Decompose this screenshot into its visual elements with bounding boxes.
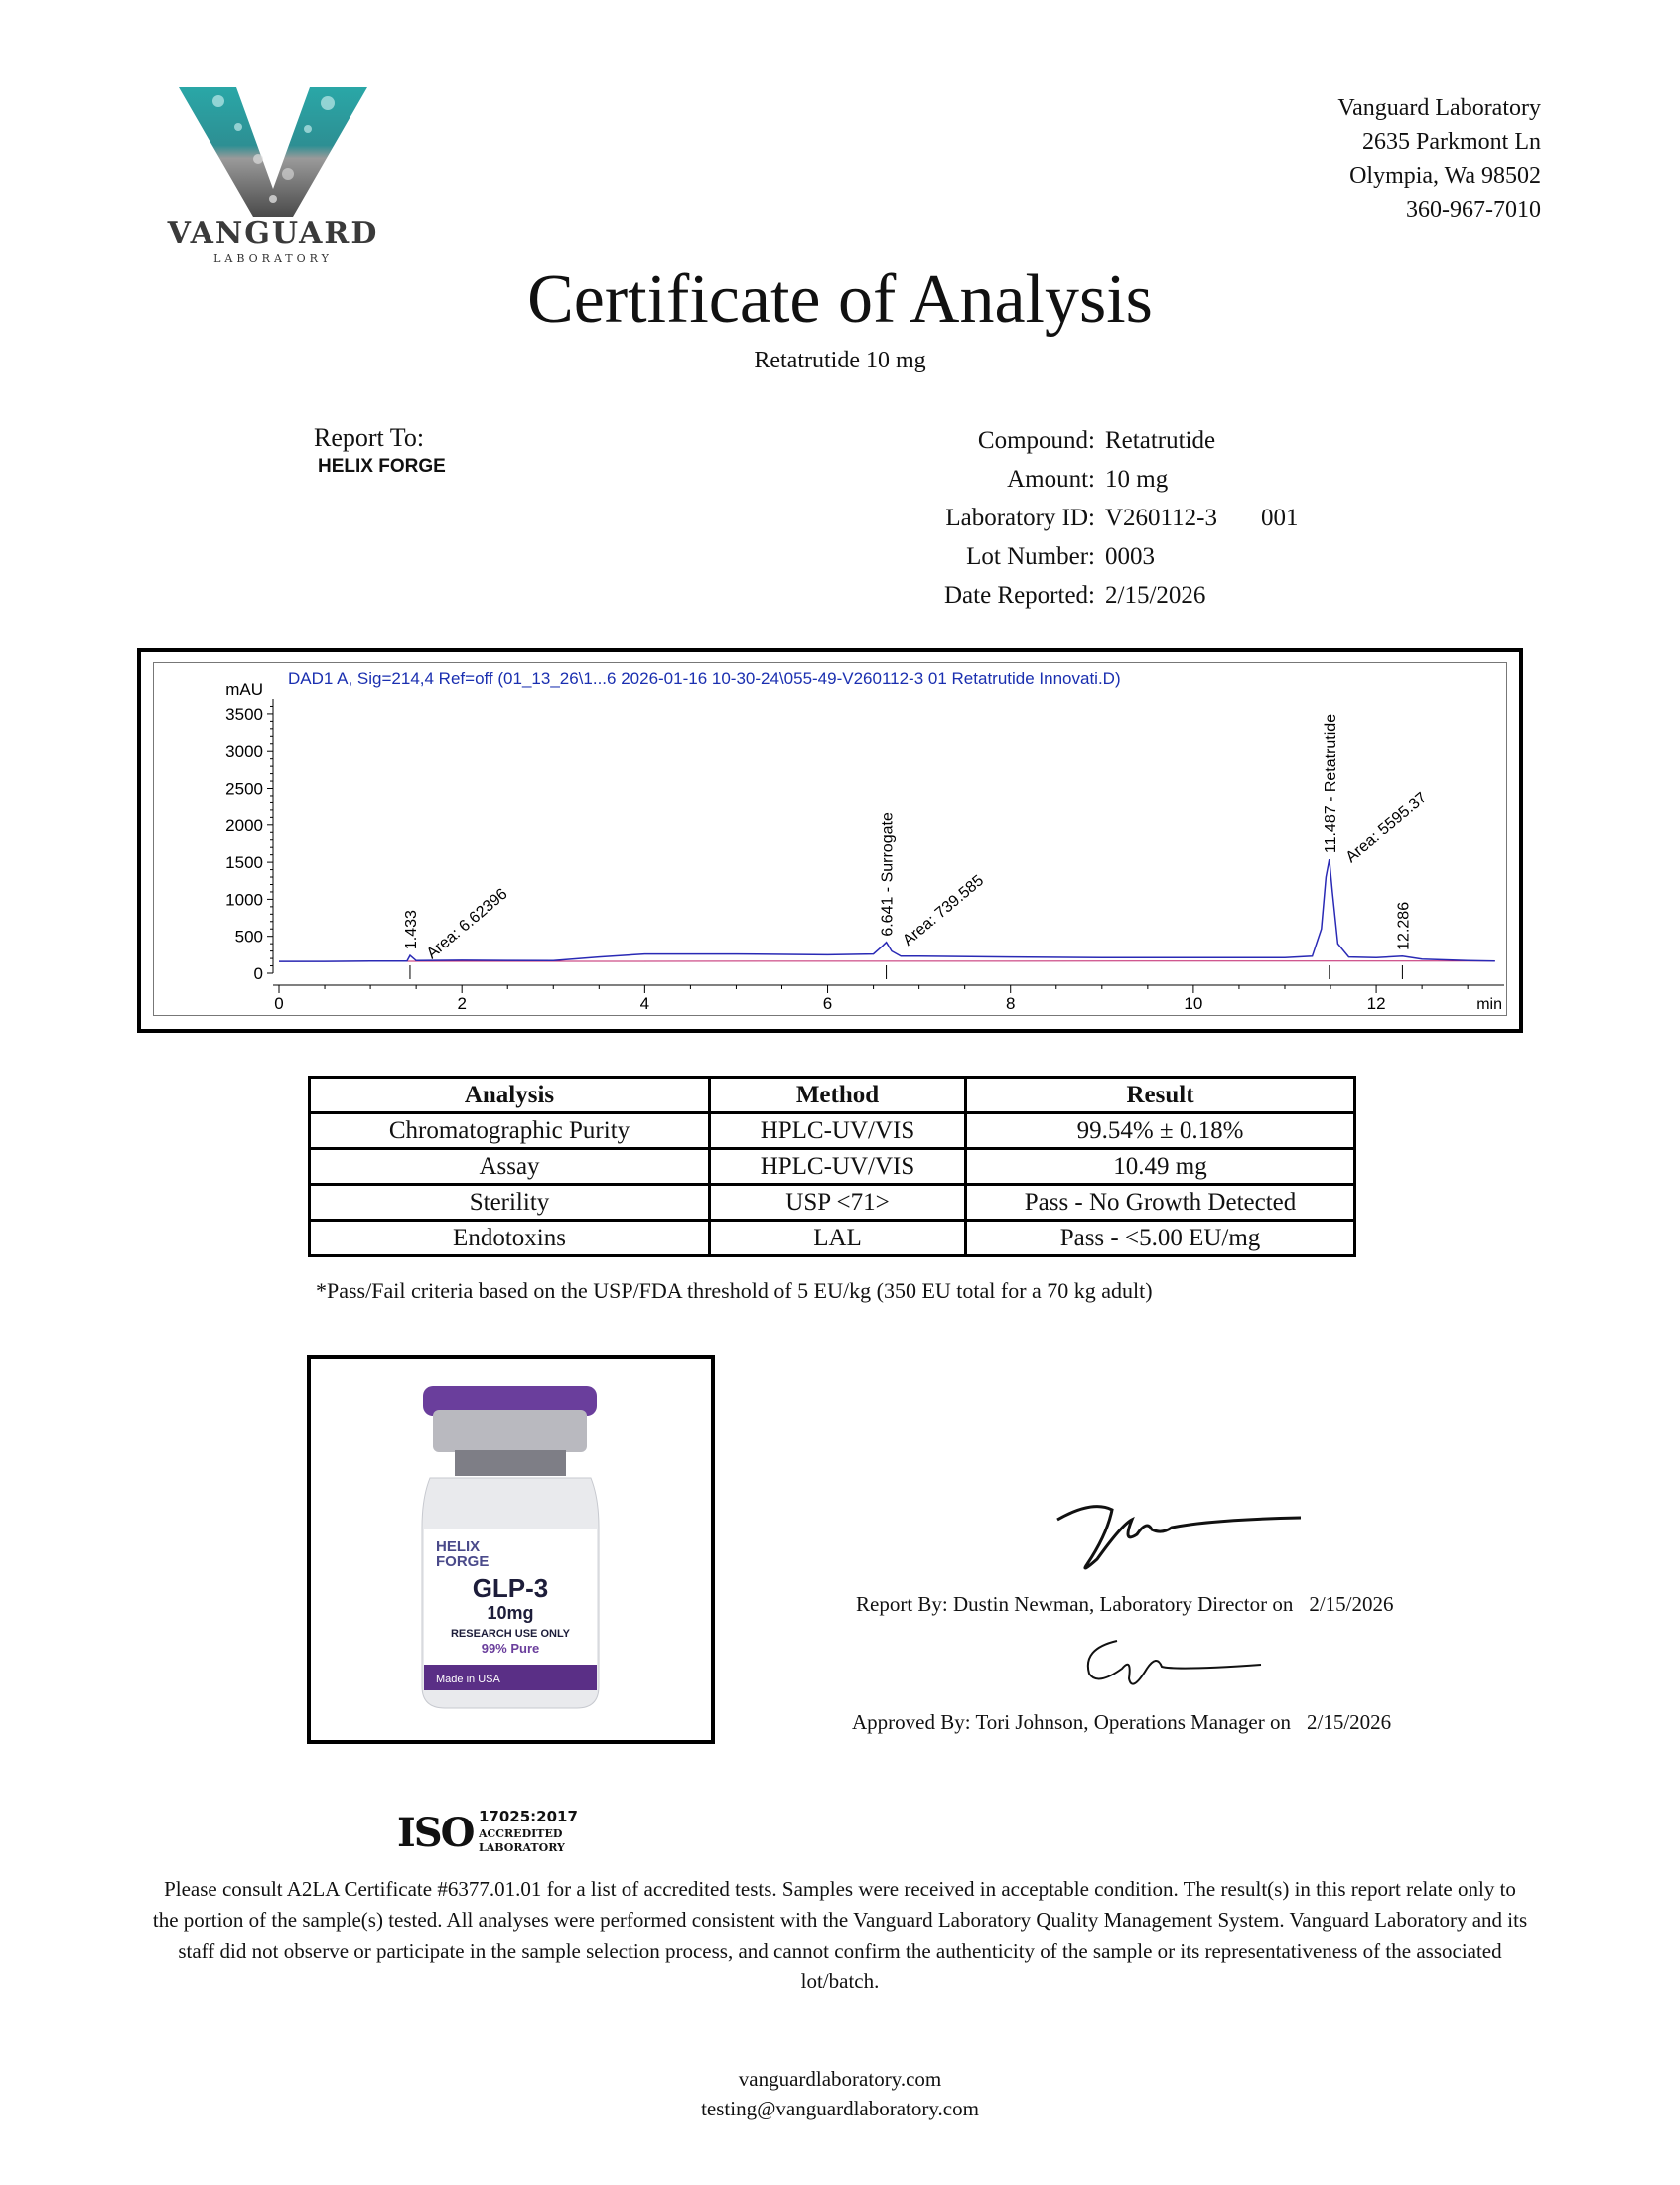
report-to-value: HELIX FORGE: [318, 456, 446, 477]
iso-mark: ISO: [397, 1810, 474, 1856]
lab-address: [1337, 91, 1541, 226]
iso-code: 17025:2017: [479, 1808, 578, 1825]
iso-laboratory: LABORATORY: [479, 1841, 565, 1854]
lab-street: 2635 Parkmont Ln: [1362, 129, 1541, 155]
method-cell: LAL: [710, 1221, 966, 1256]
info-label: Compound:: [977, 426, 1095, 454]
lab-city: Olympia, Wa 98502: [1349, 163, 1541, 189]
peak-label: 11.487 - Retatrutide: [1322, 713, 1339, 854]
analysis-cell: Endotoxins: [310, 1221, 710, 1256]
y-tick-label: 0: [253, 964, 263, 983]
info-value: 2/15/2026: [1105, 581, 1206, 609]
analysis-cell: Assay: [310, 1149, 710, 1185]
y-unit-label: mAU: [225, 680, 263, 699]
method-cell: USP <71>: [710, 1185, 966, 1221]
analysis-cell: Sterility: [310, 1185, 710, 1221]
vanguard-logo: [159, 79, 387, 268]
results-header-row: [310, 1078, 1355, 1113]
info-value: 0003: [1105, 542, 1155, 570]
table-row: [310, 1113, 1355, 1149]
analysis-cell: Chromatographic Purity: [310, 1113, 710, 1149]
report-by-date: 2/15/2026: [1309, 1592, 1394, 1616]
y-tick-label: 1500: [225, 853, 263, 873]
table-row: [310, 1185, 1355, 1221]
signature-newman: [1052, 1490, 1311, 1579]
results-footnote: *Pass/Fail criteria based on the USP/FDA threshold of 5 EU/kg (350 EU total for a 70 kg adult): [316, 1278, 1153, 1303]
logo-wordmark: VANGUARD: [167, 217, 379, 251]
column-header: Analysis: [310, 1078, 710, 1113]
info-value: 10 mg: [1105, 465, 1169, 493]
result-cell: 99.54% ± 0.18%: [966, 1113, 1355, 1149]
vial-illustration: [311, 1359, 711, 1740]
iso-accreditation-badge: [397, 1806, 596, 1865]
x-tick-label: 6: [822, 994, 833, 1013]
info-label: Date Reported:: [943, 581, 1095, 609]
info-value: Retatrutide: [1105, 426, 1216, 454]
vial-crimp: [433, 1410, 587, 1452]
peak-label: 6.641 - Surrogate: [879, 812, 897, 937]
info-extra: 001: [1260, 504, 1299, 531]
peak-area-label: Area: 6.62396: [423, 885, 511, 963]
logo-subtext: LABORATORY: [213, 252, 333, 265]
chromatogram-panel: [153, 662, 1507, 1016]
vial-product: GLP-3: [472, 1573, 549, 1603]
approved-by-date: 2/15/2026: [1307, 1710, 1392, 1734]
sample-info: [854, 421, 1298, 615]
lab-phone: 360-967-7010: [1406, 197, 1541, 222]
vial-dose: 10mg: [487, 1603, 534, 1623]
signature-johnson: [1077, 1629, 1266, 1698]
method-cell: HPLC-UV/VIS: [710, 1113, 966, 1149]
result-cell: Pass - No Growth Detected: [966, 1185, 1355, 1221]
result-cell: Pass - <5.00 EU/mg: [966, 1221, 1355, 1256]
product-image: [307, 1355, 715, 1744]
x-tick-label: 8: [1005, 994, 1016, 1013]
info-row-lab-id: [854, 499, 1298, 537]
info-row-amount: [854, 460, 1298, 499]
y-tick-label: 500: [234, 927, 263, 947]
table-row: [310, 1149, 1355, 1185]
footer-website[interactable]: vanguardlaboratory.com: [738, 2067, 942, 2091]
footer-email[interactable]: testing@vanguardlaboratory.com: [701, 2097, 979, 2120]
peak-label: 1.433: [402, 910, 420, 950]
table-row: [310, 1221, 1355, 1256]
info-label: Laboratory ID:: [945, 504, 1095, 531]
y-tick-label: 1000: [225, 890, 263, 910]
vial-neck: [455, 1450, 566, 1476]
info-value: V260112-3: [1105, 504, 1217, 531]
peak-area-label: Area: 739.585: [900, 872, 988, 949]
footer: [0, 2064, 1680, 2123]
page-subtitle: Retatrutide 10 mg: [754, 348, 926, 373]
report-by-text: Report By: Dustin Newman, Laboratory Director on: [856, 1592, 1294, 1616]
x-tick-label: 12: [1366, 994, 1386, 1013]
y-tick-label: 2000: [225, 815, 263, 835]
vial-brand-line1: HELIX: [436, 1538, 481, 1555]
column-header: Method: [710, 1078, 966, 1113]
info-row-date: [854, 576, 1298, 615]
vial-purity: 99% Pure: [481, 1641, 540, 1656]
disclaimer-text: Please consult A2LA Certificate #6377.01.01 for a list of accredited tests. Samples were received in acceptable condition. The result(s) in this report relate only to the portion of the sample(s) tested. All analyses were performed consistent with the Vanguard Laboratory Quality Management System. Vanguard Laboratory and its staff did not observe or participate in the sample selection process, and cannot confirm the authenticity of the sample or its representativeness of the associated lot/batch.: [152, 1877, 1528, 1993]
y-tick-label: 3000: [225, 742, 263, 762]
info-row-compound: [854, 421, 1298, 460]
info-label: Lot Number:: [966, 542, 1095, 570]
approved-by-text: Approved By: Tori Johnson, Operations Manager on: [852, 1710, 1291, 1734]
results-table: [308, 1076, 1356, 1257]
chromatogram-header: DAD1 A, Sig=214,4 Ref=off (01_13_26\1...6 2026-01-16 10-30-24\055-49-V260112-3 01 Retatrutide Innovati.D): [288, 669, 1121, 688]
vial-origin: Made in USA: [436, 1674, 500, 1685]
peak-area-label: Area: 5595.37: [1342, 789, 1431, 867]
x-tick-label: 2: [457, 994, 467, 1013]
chromatogram-plot: [154, 663, 1508, 1017]
report-to-label: Report To:: [314, 423, 425, 452]
report-by-line: [856, 1592, 1394, 1617]
lab-name: Vanguard Laboratory: [1337, 95, 1541, 121]
iso-accredited: ACCREDITED: [479, 1827, 563, 1840]
x-tick-label: 4: [639, 994, 650, 1013]
info-row-lot: [854, 537, 1298, 576]
logo-v-icon: [159, 79, 387, 218]
method-cell: HPLC-UV/VIS: [710, 1149, 966, 1185]
result-cell: 10.49 mg: [966, 1149, 1355, 1185]
y-tick-label: 2500: [225, 779, 263, 799]
vial-brand-line2: FORGE: [436, 1553, 490, 1570]
vial-use: RESEARCH USE ONLY: [450, 1628, 571, 1640]
x-unit-label: min: [1476, 996, 1502, 1013]
x-tick-label: 10: [1184, 994, 1203, 1013]
info-label: Amount:: [1007, 465, 1095, 493]
y-tick-label: 3500: [225, 704, 263, 724]
approved-by-line: [852, 1710, 1391, 1735]
x-tick-label: 0: [274, 994, 284, 1013]
page-title: Certificate of Analysis: [527, 261, 1153, 338]
chromatogram-frame: [137, 648, 1523, 1033]
peak-label: 12.286: [1395, 901, 1413, 950]
column-header: Result: [966, 1078, 1355, 1113]
